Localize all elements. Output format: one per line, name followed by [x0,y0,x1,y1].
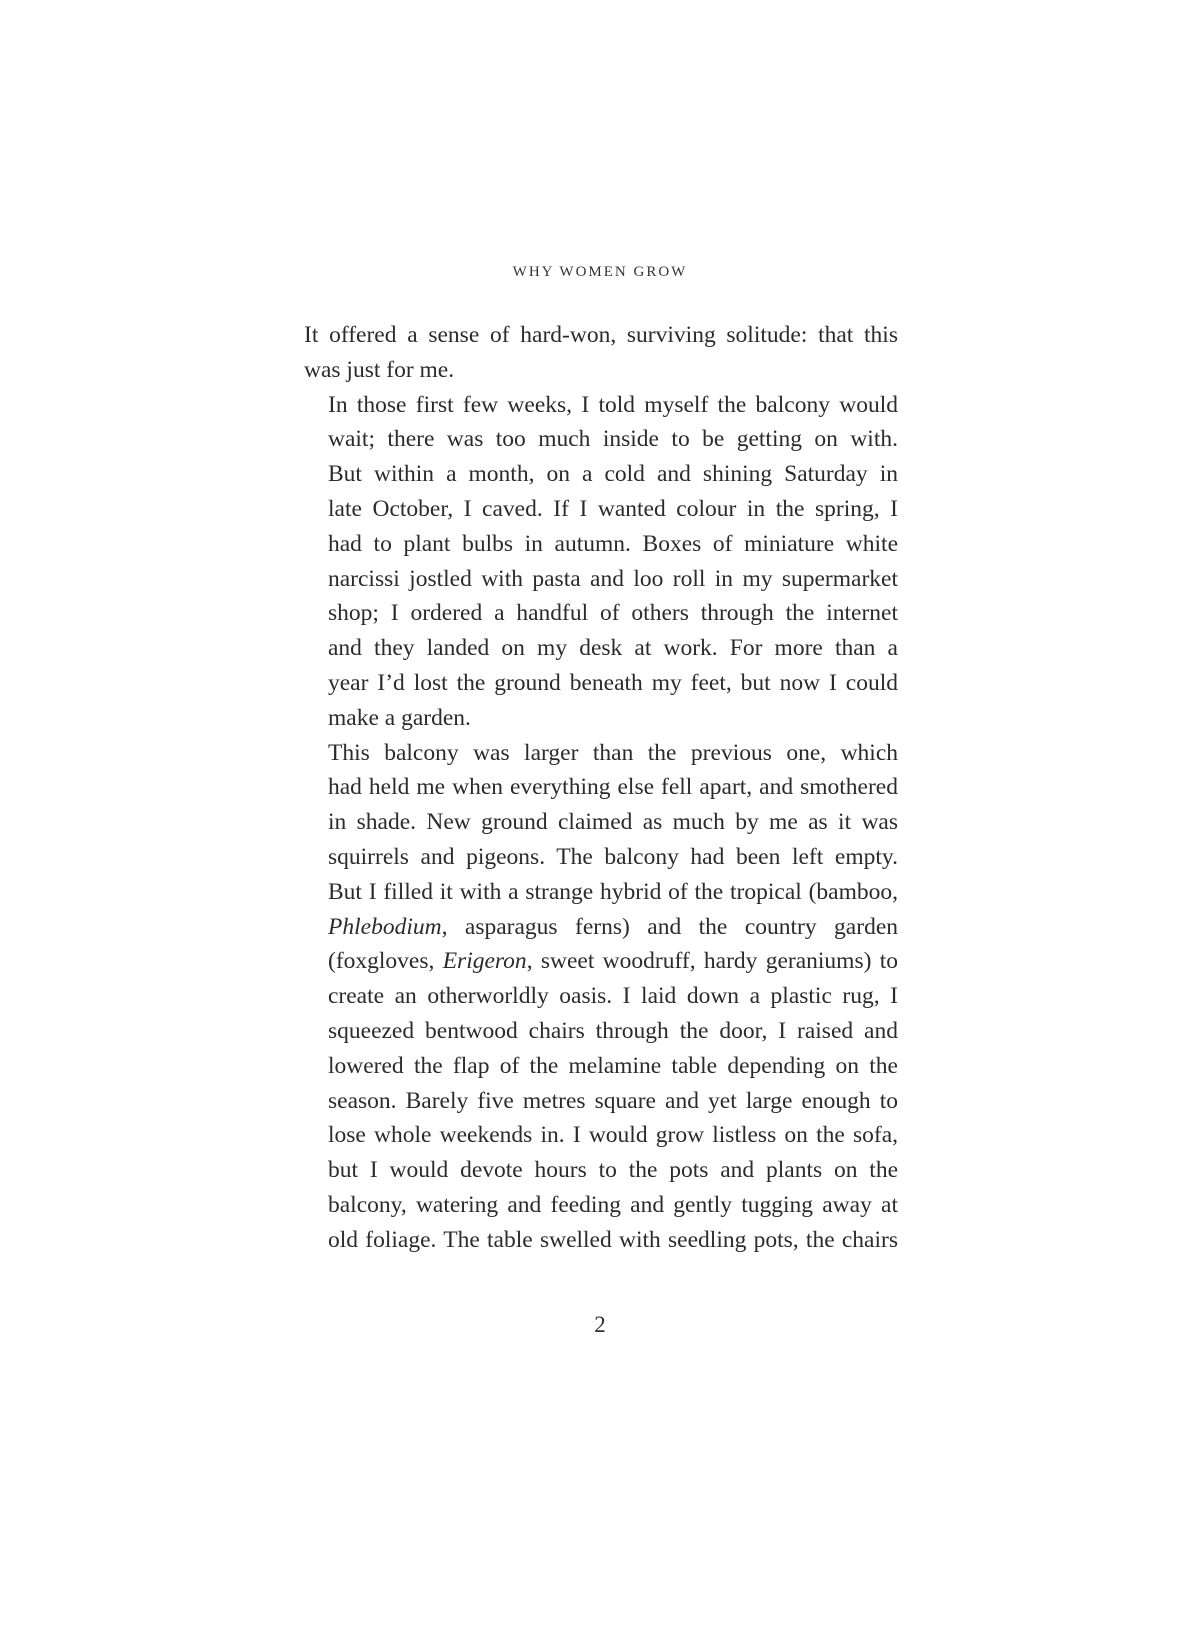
text-line: lose whole weekends in. I would grow listless on the sofa, [328,1122,898,1149]
text-line: had held me when everything else fell apart, and smothered [328,774,898,801]
running-head: WHY WOMEN GROW [512,264,688,280]
text-line: lowered the flap of the melamine table depending on the [328,1052,898,1079]
text-line: narcissi jostled with pasta and loo roll in my supermarket [328,565,898,592]
italic-term: Erigeron [442,948,527,975]
text-line: was just for me. [304,356,455,383]
text-line: make a garden. [328,704,471,731]
text-line: in shade. New ground claimed as much by me as it was [328,809,898,836]
text-line: In those first few weeks, I told myself the balcony would [328,391,898,418]
text-line: had to plant bulbs in autumn. Boxes of miniature white [328,530,898,557]
text-line: wait; there was too much inside to be getting on with. [328,426,898,453]
text-line: shop; I ordered a handful of others through the internet [328,600,898,627]
text-line: season. Barely five metres square and yet large enough to [328,1087,898,1114]
text-line: It offered a sense of hard-won, surviving solitude: that this [304,322,898,348]
paragraph-1 [304,318,898,388]
text-line: year I’d lost the ground beneath my feet, but now I could [328,669,898,696]
text-line: old foliage. The table swelled with seedling pots, the chairs [328,1226,898,1253]
text-line: and they landed on my desk at work. For more than a [328,635,898,662]
text-line: create an otherworldly oasis. I laid down a plastic rug, I [328,983,898,1010]
text-line: squeezed bentwood chairs through the door, I raised and [328,1017,898,1044]
body-text [304,318,898,1258]
italic-term: Phlebodium [328,913,442,940]
paragraph-2 [304,388,898,736]
page-number: 2 [594,1312,606,1337]
text-line-with-italic [304,910,898,945]
text-line: balcony, watering and feeding and gently tugging away at [328,1191,898,1218]
text-line: late October, I caved. If I wanted colour in the spring, I [328,495,898,522]
text-fragment: (foxgloves, [328,948,443,975]
text-line: squirrels and pigeons. The balcony had been left empty. [328,843,898,870]
text-line: But I filled it with a strange hybrid of the tropical (bamboo, [328,878,898,905]
text-line: But within a month, on a cold and shining Saturday in [328,461,898,488]
text-line-with-italic [304,944,898,979]
text-fragment: , asparagus ferns) and the country garden [441,913,898,940]
text-line: but I would devote hours to the pots and plants on the [328,1157,898,1184]
paragraph-3 [304,736,898,1258]
text-fragment: , sweet woodruff, hardy geraniums) to [526,948,899,975]
text-line: This balcony was larger than the previous one, which [328,739,898,766]
